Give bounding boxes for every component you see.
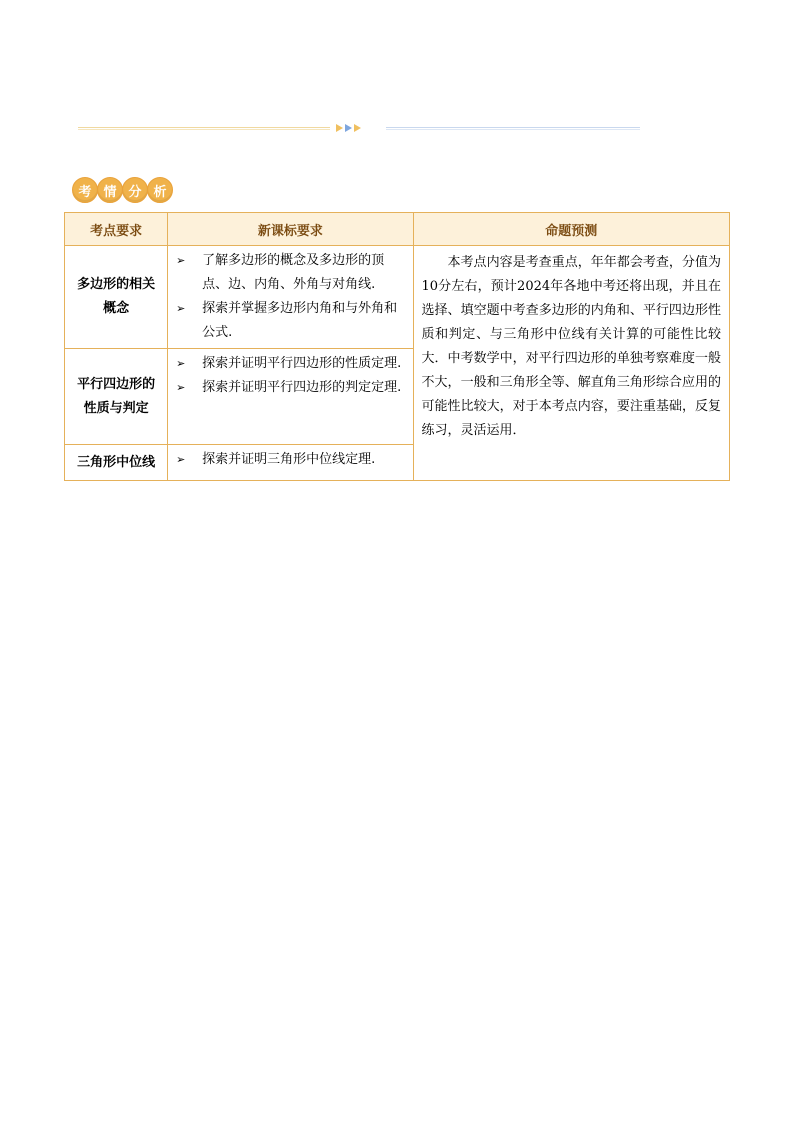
header-line-left (78, 127, 330, 128)
list-item (176, 297, 404, 345)
header-prediction: 命题预测 (413, 213, 730, 246)
requirement-text: 探索并证明平行四边形的性质定理. (202, 356, 402, 371)
arrowhead-bullet-icon: ➢ (176, 302, 186, 315)
header-divider (78, 122, 640, 134)
requirements-cell (168, 445, 413, 481)
requirement-text: 探索并掌握多边形内角和与外角和公式. (202, 301, 398, 340)
requirement-text: 了解多边形的概念及多边形的顶点、边、内角、外角与对角线. (202, 253, 385, 292)
badge-char: 分 (122, 177, 148, 203)
list-item (176, 448, 404, 472)
badge-char: 情 (97, 177, 123, 203)
arrowhead-bullet-icon: ➢ (176, 453, 186, 466)
topic-cell: 平行四边形的性质与判定 (65, 349, 168, 445)
list-item (176, 249, 404, 297)
header-line-right (386, 127, 640, 128)
list-item (176, 376, 404, 400)
requirements-cell (168, 349, 413, 445)
arrowhead-bullet-icon: ➢ (176, 357, 186, 370)
requirements-cell (168, 246, 413, 349)
list-item (176, 352, 404, 376)
arrowhead-bullet-icon: ➢ (176, 254, 186, 267)
prediction-cell: 本考点内容是考查重点，年年都会考查，分值为10分左右，预计2024年各地中考还将出现，并且在选择、填空题中考查多边形的内角和、平行四边形性质和判定、与三角形中位线有关计算的可能性比较大．中考数学中，对平行四边形的单独考察难度一般不大，一般和三角形全等、解直角三角形综合应用的可能性比较大，对于本考点内容，要注重基础，反复练习，灵活运用． (413, 246, 730, 481)
arrowhead-bullet-icon: ➢ (176, 381, 186, 394)
header-requirements: 新课标要求 (168, 213, 413, 246)
badge-char: 析 (147, 177, 173, 203)
table-row (65, 246, 730, 349)
section-badge (72, 177, 172, 203)
topic-cell: 三角形中位线 (65, 445, 168, 481)
requirement-text: 探索并证明三角形中位线定理. (202, 452, 376, 467)
analysis-table (64, 212, 730, 481)
badge-char: 考 (72, 177, 98, 203)
requirement-text: 探索并证明平行四边形的判定定理. (202, 380, 402, 395)
header-topic: 考点要求 (65, 213, 168, 246)
table-header-row (65, 213, 730, 246)
topic-cell: 多边形的相关概念 (65, 246, 168, 349)
header-arrows-icon (336, 122, 366, 134)
